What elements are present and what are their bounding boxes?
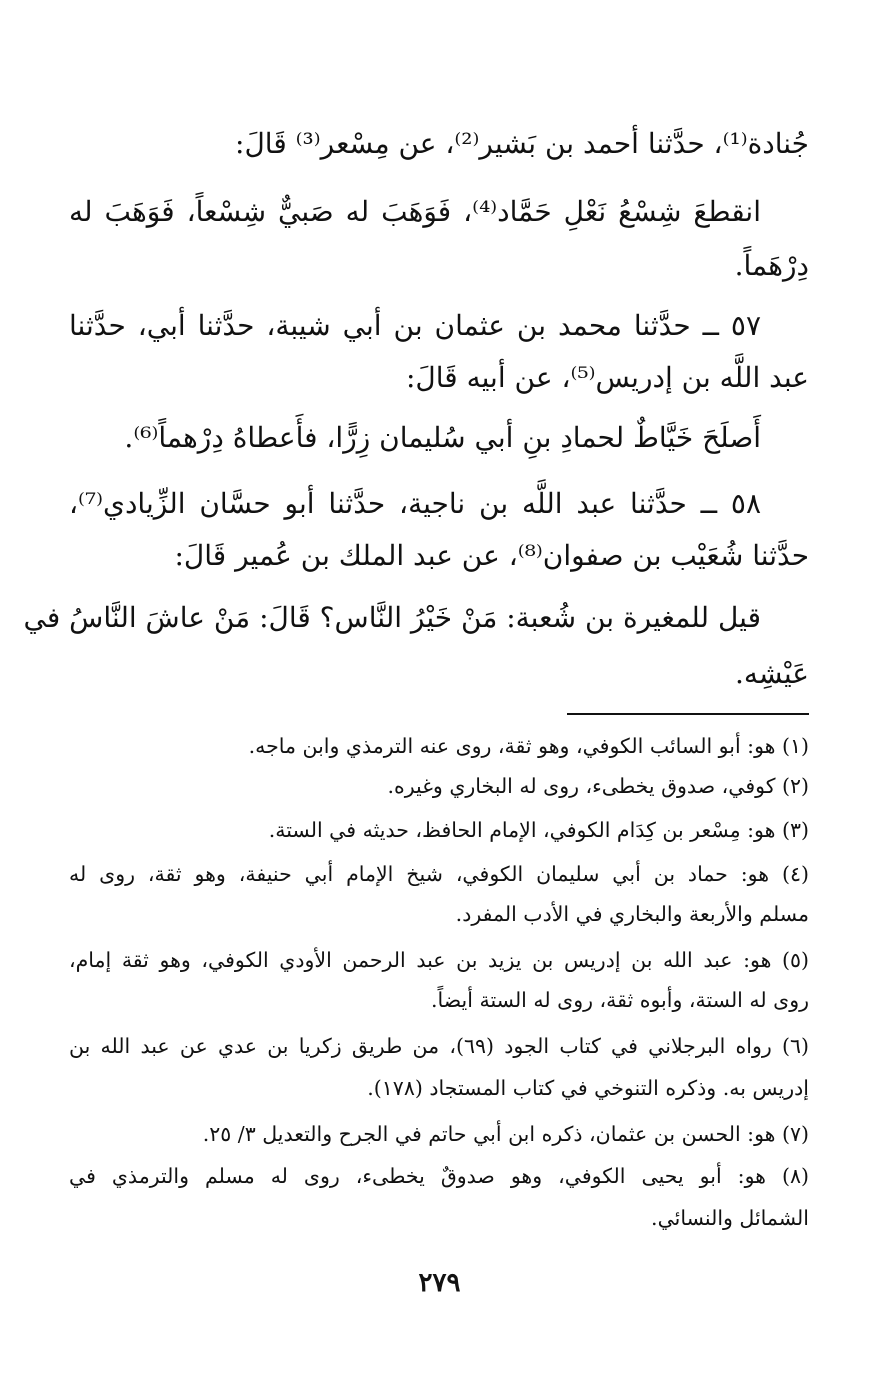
- footnote-5-line-2: روى له الستة، وأبوه ثقة، روى له الستة أيضاً.: [431, 988, 809, 1012]
- footnote-3: (٣) هو: مِسْعر بن كِدَام الكوفي، الإمام الحافظ، حديثه في الستة.: [268, 818, 809, 842]
- hadith-58-line-2: حدَّثنا شُعَيْب بن صفوان⁽⁸⁾، عن عبد الملك بن عُمير قَالَ:: [174, 539, 809, 572]
- footnote-6-line-1: (٦) رواه البرجلاني في كتاب الجود (٦٩)، من طريق زكريا بن عدي عن عبد الله بن: [69, 1034, 809, 1058]
- footnote-6-line-2: إدريس به. وذكره التنوخي في كتاب المستجاد (١٧٨).: [367, 1076, 809, 1100]
- footnote-1: (١) هو: أبو السائب الكوفي، وهو ثقة، روى عنه الترمذي وابن ماجه.: [248, 734, 809, 758]
- footnote-4-line-2: مسلم والأربعة والبخاري في الأدب المفرد.: [455, 902, 809, 926]
- footnote-7: (٧) هو: الحسن بن عثمان، ذكره ابن أبي حاتم في الجرح والتعديل ٣/ ٢٥.: [202, 1122, 809, 1146]
- hadith-57-line-1: ٥٧ ــ حدَّثنا محمد بن عثمان بن أبي شيبة، حدَّثنا أبي، حدَّثنا: [69, 309, 761, 342]
- footnote-2: (٢) كوفي، صدوق يخطىء، روى له البخاري وغيره.: [387, 774, 809, 798]
- hadith-57-line-2: عبد اللَّه بن إدريس⁽⁵⁾، عن أبيه قَالَ:: [406, 361, 809, 394]
- footnote-4-line-1: (٤) هو: حماد بن أبي سليمان الكوفي، شيخ الإمام أبي حنيفة، وهو ثقة، روى له: [69, 862, 809, 886]
- footnote-8-line-1: (٨) هو: أبو يحيى الكوفي، وهو صدوقٌ يخطىء، روى له مسلم والترمذي في: [69, 1164, 809, 1188]
- main-text-line-2: انقطعَ شِسْعُ نَعْلِ حَمَّاد⁽⁴⁾، فَوَهَبَ له صَبيٌّ شِسْعاً، فَوَهَبَ له: [69, 195, 762, 228]
- footnote-separator: [567, 713, 809, 715]
- hadith-58-text-line-2: عَيْشِه.: [734, 657, 809, 690]
- main-text-line-1: جُنادة⁽¹⁾، حدَّثنا أحمد بن بَشير⁽²⁾، عن مِسْعر⁽³⁾ قَالَ:: [235, 127, 809, 160]
- footnote-8-line-2: الشمائل والنسائي.: [651, 1206, 809, 1230]
- main-text-line-3: دِرْهَماً.: [734, 249, 809, 282]
- hadith-58-text-line-1: قيل للمغيرة بن شُعبة: مَنْ خَيْرُ النَّاس؟ قَالَ: مَنْ عاشَ النَّاسُ في: [23, 601, 761, 634]
- page-number: ٢٧٩: [418, 1268, 461, 1298]
- hadith-58-line-1: ٥٨ ــ حدَّثنا عبد اللَّه بن ناجية، حدَّثنا أبو حسَّان الزِّيادي⁽⁷⁾،: [69, 487, 761, 520]
- footnote-5-line-1: (٥) هو: عبد الله بن إدريس بن يزيد بن عبد الرحمن الأودي الكوفي، وهو ثقة إمام،: [69, 948, 809, 972]
- hadith-57-text: أَصلَحَ خَيَّاطٌ لحمادِ بنِ أبي سُليمان زِرًّا، فأَعطاهُ دِرْهماً⁽⁶⁾.: [124, 421, 761, 454]
